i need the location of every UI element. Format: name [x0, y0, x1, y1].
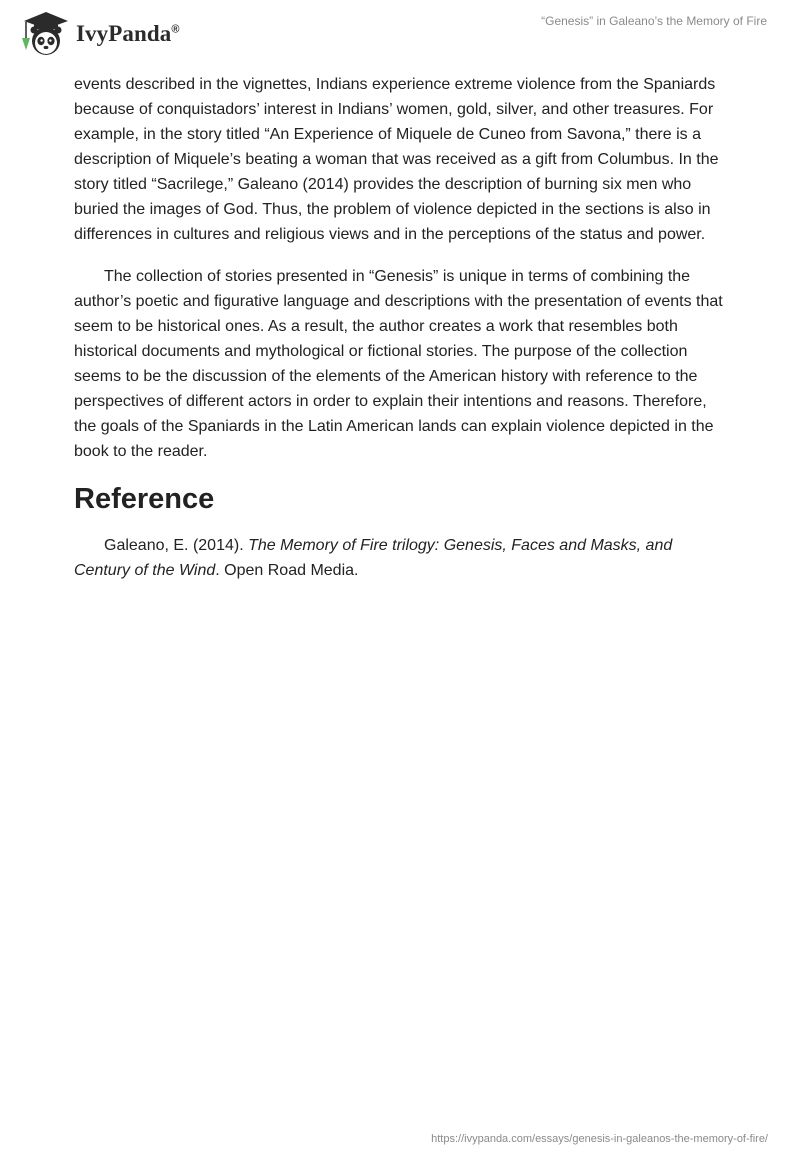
essay-content [74, 72, 724, 600]
page-header [0, 0, 800, 64]
reference-title: The Memory of Fire trilogy: Genesis, Faces and Masks, and Century of the Wind [74, 537, 673, 579]
paragraph-2: The collection of stories presented in “Genesis” is unique in terms of combining the author’s poetic and figurative language and descriptions with the presentation of events that seem to be historical ones. As a result, the author creates a work that resembles both historical documents and mythological or fictional stories. The purpose of the collection seems to be the discussion of the elements of the American history with reference to the perspectives of different actors in order to explain their intentions and reasons. Therefore, the goals of the Spaniards in the Latin American lands can explain violence depicted in the book to the reader. [74, 268, 723, 460]
footer-url[interactable]: https://ivypanda.com/essays/genesis-in-galeanos-the-memory-of-fire/ [431, 1133, 768, 1145]
paragraph-1: events described in the vignettes, Indians experience extreme violence from the Spaniards because of conquistadors’ interest in Indians’ women, gold, silver, and other treasures. For example, in the story titled “An Experience of Miquele de Cuneo from Savona,” there is a description of Miquele’s beating a woman that was received as a gift from Columbus. In the story titled “Sacrilege,” Galeano (2014) provides the description of burning six men who buried the images of God. Thus, the problem of violence depicted in the sections is also in differences in cultures and religious views and in the perceptions of the status and power. [74, 76, 719, 243]
registered-mark: ® [171, 23, 180, 36]
reference-entry [74, 533, 724, 583]
logo-wordmark [76, 21, 180, 47]
logo-text: IvyPanda [76, 21, 172, 46]
reference-heading: Reference [74, 483, 215, 515]
panda-logo-icon [14, 8, 72, 58]
running-title: “Genesis” in Galeano’s the Memory of Fire [541, 14, 767, 28]
reference-author-year: Galeano, E. (2014). [104, 537, 249, 554]
ivypanda-logo[interactable] [14, 8, 180, 58]
reference-publisher: . Open Road Media. [215, 562, 359, 579]
